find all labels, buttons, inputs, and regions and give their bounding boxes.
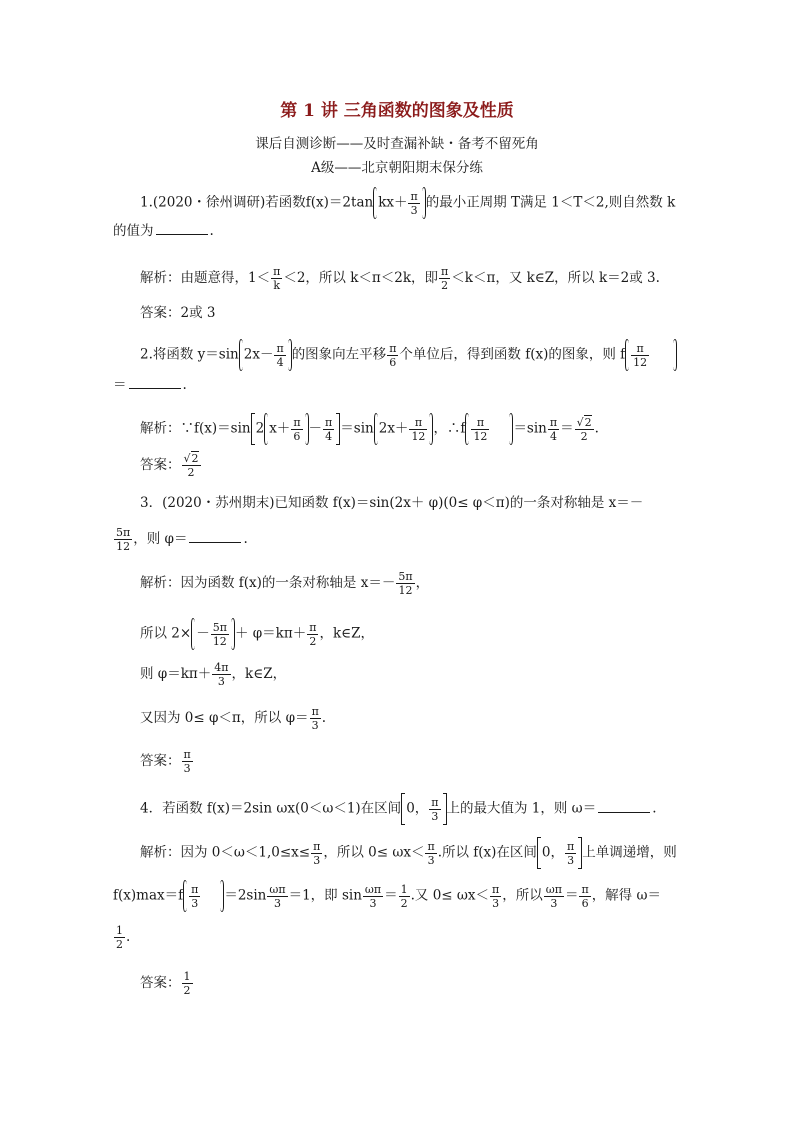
q1-stem: 1.(2020・徐州调研)若函数f(x)＝2tan kx＋ $\frac{\pi}{3}$ 的最小正周期 T满足 1＜T＜2,则自然数 k xyxy=(140,187,675,219)
q3-answer: 答案： $\frac{\pi}{3}$ xyxy=(140,748,191,775)
q1-analysis: 解析：由题意得，1＜ $\frac{\pi}{k}$ ＜2，所以 k＜π＜2k，即 $\frac{\pi}{2}$ ＜k＜π，又 k∈Z，所以 k＝2或 3. xyxy=(140,265,660,292)
q4-analysis-2: f(x)max＝f $\frac{\pi}{3}$ ＝2sin $\frac{\omega\pi}{3}$ ＝1，即 sin $\frac{\omega\pi}{3}$ ＝ $\frac{1}{2}$ .又 0≤ ωx＜ $\frac{\pi}{3}$ ，所以 $\frac{\omega\pi}{3}$ ＝ $\frac{\pi}{6}$ ，解得 ω＝ xyxy=(113,880,661,912)
q3-analysis-3: 则 φ＝kπ＋ $\frac{4\pi}{3}$ ，k∈Z， xyxy=(140,661,287,688)
q2-stem-line2: ＝ . xyxy=(113,374,187,395)
answer-blank xyxy=(189,528,241,543)
q3-analysis-1: 解析：因为函数 f(x)的一条对称轴是 x＝－ $\frac{5\pi}{12}$ ， xyxy=(140,570,430,597)
answer-blank xyxy=(598,798,650,813)
q4-answer: 答案： $\frac{1}{2}$ xyxy=(140,970,191,997)
q1-stem-line2: 的值为 . xyxy=(113,220,214,241)
subtitle-level: A级——北京朝阳期末保分练 xyxy=(311,160,483,176)
q2-analysis: 解析：∵f(x)＝sin 2 x＋ $\frac{\pi}{6}$ － $\frac{\pi}{4}$ ＝sin 2x＋ $\frac{\pi}{12}$ ，∴f $\frac{\pi}{12}$ ＝sin $\frac{\pi}{4}$ ＝ $\frac{√2}{2}$ . xyxy=(140,413,599,445)
fraction: $\frac{\pi}{3}$ xyxy=(410,189,418,217)
page-title: 第 1 讲 三角函数的图象及性质 xyxy=(280,101,514,121)
q4-stem: 4．若函数 f(x)＝2sin ωx(0＜ω＜1)在区间 0， $\frac{\pi}{3}$ 上的最大值为 1，则 ω＝ . xyxy=(140,793,657,825)
q3-analysis-2: 所以 2× － $\frac{5\pi}{12}$ ＋ φ＝kπ＋ $\frac{\pi}{2}$ ，k∈Z， xyxy=(140,618,374,650)
q3-stem: 3．(2020・苏州期末)已知函数 f(x)＝sin(2x＋ φ)(0≤ φ＜π)的一条对称轴是 x＝－ xyxy=(140,495,644,511)
answer-blank xyxy=(156,220,208,235)
subtitle-practice: 课后自测诊断——及时查漏补缺・备考不留死角 xyxy=(255,136,539,152)
q3-stem-line2: $\frac{5\pi}{12}$ ，则 φ＝ . xyxy=(116,526,248,553)
answer-blank xyxy=(129,374,181,389)
q2-stem: 2.将函数 y＝sin 2x－ $\frac{\pi}{4}$ 的图象向左平移 $\frac{\pi}{6}$ 个单位后，得到函数 f(x)的图象，则 f $\frac{\pi}{12}$ xyxy=(140,339,677,371)
q3-analysis-4: 又因为 0≤ φ＜π，所以 φ＝ $\frac{\pi}{3}$ . xyxy=(140,705,327,732)
q4-analysis-3: $\frac{1}{2}$ . xyxy=(116,924,131,951)
q4-analysis-1: 解析：因为 0＜ω＜1,0≤x≤ $\frac{\pi}{3}$ ，所以 0≤ ωx＜ $\frac{\pi}{3}$ .所以 f(x)在区间 0， $\frac{\pi}{3}$ 上单调递增，则 xyxy=(140,837,677,869)
q1-answer: 答案：2或 3 xyxy=(140,305,216,321)
q2-answer: 答案： $\frac{√2}{2}$ xyxy=(140,452,199,479)
